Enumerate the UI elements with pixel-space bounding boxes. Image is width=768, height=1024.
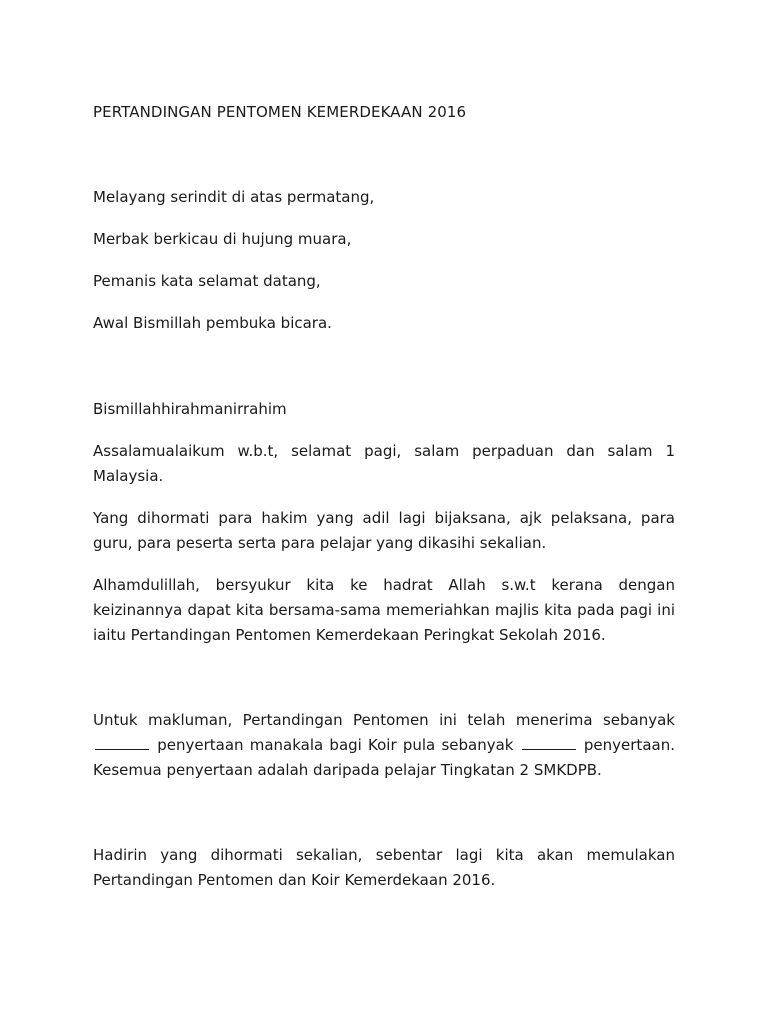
info-paragraph <box>93 708 675 783</box>
pantun-verse <box>93 185 675 336</box>
pantun-line-2: Merbak berkicau di hujung muara, <box>93 230 352 248</box>
pantun-line-3: Pemanis kata selamat datang, <box>93 272 321 290</box>
document-title: PERTANDINGAN PENTOMEN KEMERDEKAAN 2016 <box>93 103 467 121</box>
info-text-1: Untuk makluman, Pertandingan Pentomen ini telah menerima sebanyak <box>93 711 675 729</box>
respect-paragraph: Yang dihormati para hakim yang adil lagi bijaksana, ajk pelaksana, para guru, para peserta serta para pelajar yang dikasihi sekalian. <box>93 509 675 552</box>
document-body <box>93 100 675 910</box>
info-text-2: penyertaan manakala bagi Koir pula sebanyak <box>157 736 514 754</box>
bismillah-line: Bismillahhirahmanirrahim <box>93 400 287 418</box>
info-text-3: penyertaan. Kesemua penyertaan adalah daripada pelajar Tingkatan 2 SMKDPB. <box>93 736 675 779</box>
pentomen-count-blank <box>95 735 149 750</box>
pantun-line-4: Awal Bismillah pembuka bicara. <box>93 314 332 332</box>
closing-paragraph: Hadirin yang dihormati sekalian, sebentar lagi kita akan memulakan Pertandingan Pentomen dan Koir Kemerdekaan 2016. <box>93 846 675 889</box>
greeting-paragraph: Assalamualaikum w.b.t, selamat pagi, salam perpaduan dan salam 1 Malaysia. <box>93 442 675 485</box>
koir-count-blank <box>522 735 576 750</box>
pantun-line-1: Melayang serindit di atas permatang, <box>93 188 375 206</box>
alhamdulillah-paragraph: Alhamdulillah, bersyukur kita ke hadrat Allah s.w.t kerana dengan keizinannya dapat kita bersama-sama memeriahkan majlis kita pada pagi ini iaitu Pertandingan Pentomen Kemerdekaan Peringkat Sekolah 2016. <box>93 576 675 644</box>
